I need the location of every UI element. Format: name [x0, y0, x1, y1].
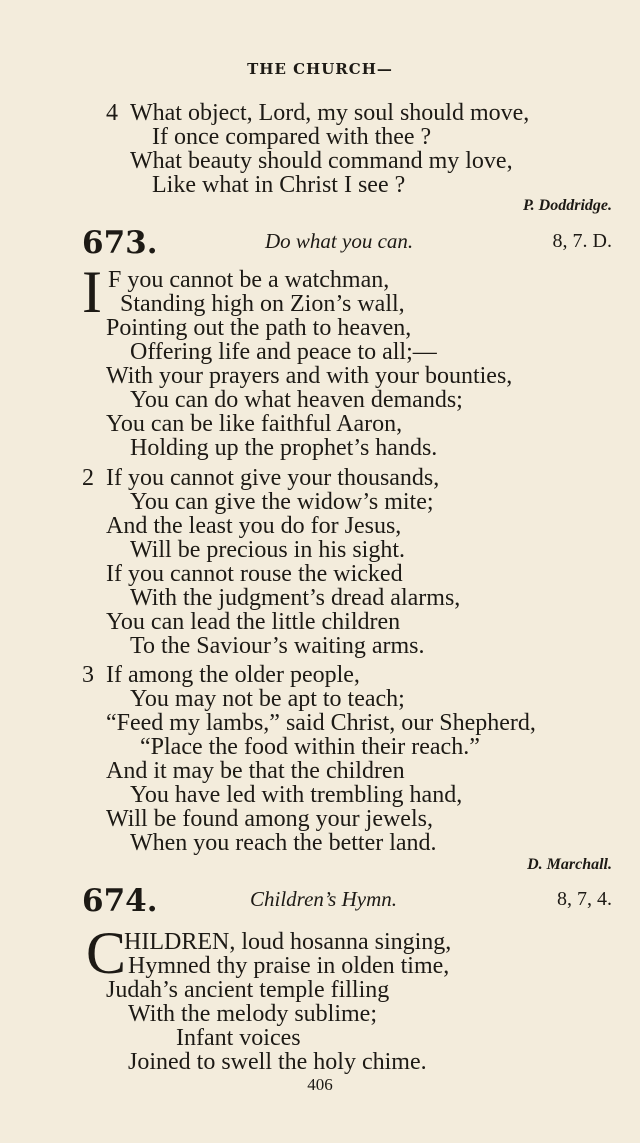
author-attribution: P. Doddridge. — [522, 197, 612, 214]
verse-number: 2 — [82, 465, 94, 491]
verse-line: Holding up the prophet’s hands. — [130, 435, 438, 461]
verse-line: If you cannot rouse the wicked — [106, 561, 403, 587]
hymn-title: Do what you can. — [265, 229, 414, 253]
verse-line: Pointing out the path to heaven, — [106, 315, 412, 341]
verse-line: Offering life and peace to all;— — [130, 339, 437, 365]
verse-line: If once compared with thee ? — [152, 124, 432, 150]
verse-line: To the Saviour’s waiting arms. — [130, 633, 425, 659]
verse-line: When you reach the better land. — [130, 830, 437, 856]
hymn-title: Children’s Hymn. — [250, 887, 397, 911]
hymn-meter: 8, 7, 4. — [557, 888, 612, 910]
drop-cap: C — [86, 920, 127, 986]
author-attribution: D. Marchall. — [527, 856, 612, 873]
verse-line: “Feed my lambs,” said Christ, our Shepherd, — [106, 710, 536, 736]
verse-line: With the judgment’s dread alarms, — [130, 585, 461, 611]
verse-line: F you cannot be a watchman, — [108, 267, 390, 293]
verse-line: Will be precious in his sight. — [130, 537, 406, 563]
verse-line: Judah’s ancient temple filling — [106, 977, 390, 1003]
page-number: 406 — [307, 1075, 333, 1094]
verse-number: 3 — [82, 662, 94, 688]
verse-line: You may not be apt to teach; — [130, 686, 405, 712]
verse-line: If among the older people, — [106, 662, 360, 688]
verse-line: You can be like faithful Aaron, — [106, 411, 403, 437]
verse-line: What object, Lord, my soul should move, — [130, 100, 530, 126]
verse-line: HILDREN, loud hosanna singing, — [124, 929, 452, 955]
verse-line: Joined to swell the holy chime. — [128, 1049, 427, 1075]
verse-line: You can lead the little children — [106, 609, 401, 635]
verse-line: If you cannot give your thousands, — [106, 465, 440, 491]
verse-line: Hymned thy praise in olden time, — [128, 953, 450, 979]
verse-line: Infant voices — [176, 1025, 301, 1051]
running-head: THE CHURCH— — [247, 60, 393, 78]
verse-line: What beauty should command my love, — [130, 148, 513, 174]
verse-line: Like what in Christ I see ? — [152, 172, 406, 198]
verse-number: 4 — [106, 100, 118, 126]
verse-line: You can give the widow’s mite; — [130, 489, 434, 515]
verse-line: You can do what heaven demands; — [130, 387, 463, 413]
verse-line: And it may be that the children — [106, 758, 405, 784]
verse-line: You have led with trembling hand, — [130, 782, 463, 808]
verse-line: With your prayers and with your bounties, — [106, 363, 513, 389]
drop-cap: I — [82, 259, 102, 325]
verse-line: With the melody sublime; — [128, 1001, 377, 1027]
hymn-number: 673. — [82, 225, 158, 261]
verse-line: And the least you do for Jesus, — [106, 513, 402, 539]
verse-line: “Place the food within their reach.” — [140, 734, 480, 760]
hymn-number: 674. — [82, 883, 158, 919]
verse-line: Standing high on Zion’s wall, — [120, 291, 405, 317]
verse-line: Will be found among your jewels, — [106, 806, 433, 832]
hymn-meter: 8, 7. D. — [552, 230, 612, 252]
